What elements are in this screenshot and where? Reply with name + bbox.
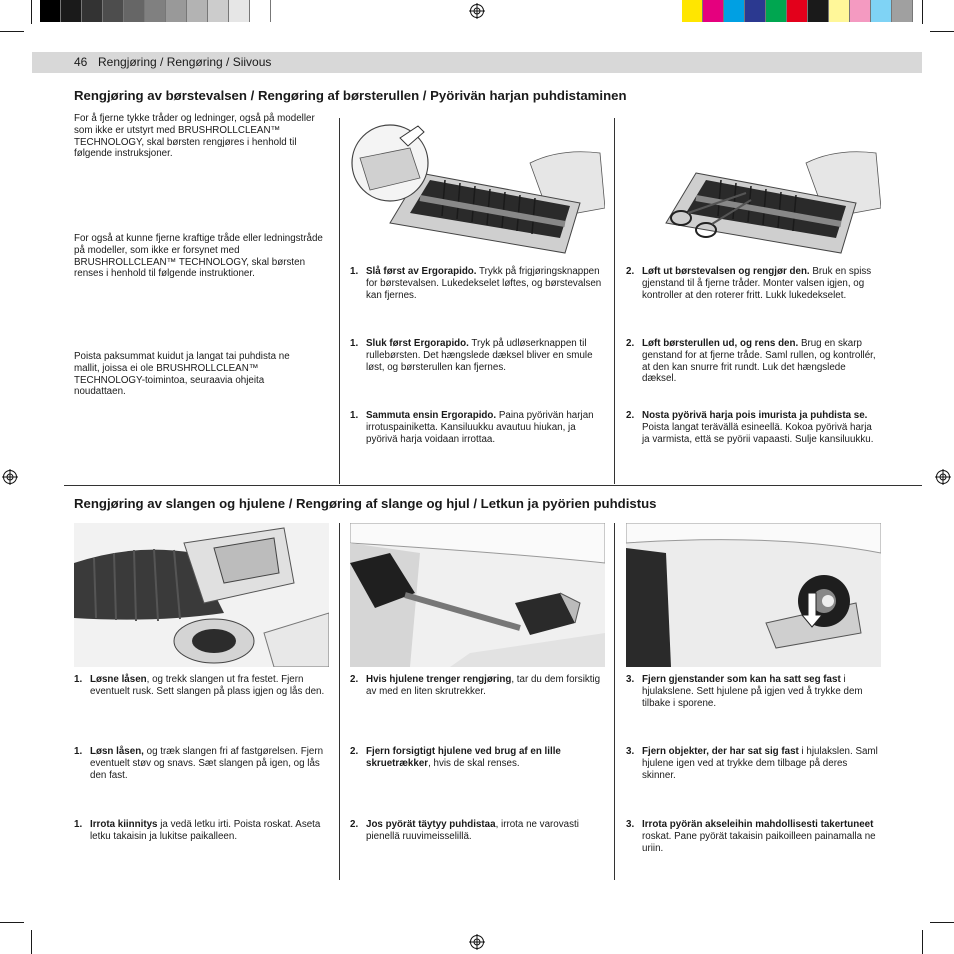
color-swatch <box>892 0 913 22</box>
axle-step-3-norwegian: 3. Fjern gjenstander som kan ha satt seg fast i hjulakslene. Sett hjulene på igjen ved å trykke dem tilbake i sporene. <box>626 674 863 709</box>
breadcrumb: Rengjøring / Rengøring / Siivous <box>98 55 272 69</box>
column-divider <box>339 523 340 880</box>
color-swatch <box>829 0 850 22</box>
color-swatch <box>124 0 145 22</box>
registration-mark-icon <box>469 934 485 950</box>
axle-step-3-finnish: 3. Irrota pyörän akseleihin mahdollisesti takertuneet roskat. Pane pyörät takaisin paikoilleen painamalla ne uriin. <box>626 819 876 854</box>
color-swatch <box>871 0 892 22</box>
wheel-step-2-danish: 2. Fjern forsigtigt hjulene ved brug af en lille skruetrækker, hvis de skal renses. <box>350 746 561 769</box>
color-swatch <box>40 0 61 22</box>
crop-mark <box>922 0 923 24</box>
color-swatch <box>82 0 103 22</box>
section-title-brushroll: Rengjøring av børstevalsen / Rengøring af børsterullen / Pyörivän harjan puhdistaminen <box>74 88 627 103</box>
color-swatch <box>745 0 766 22</box>
hose-removal-illustration <box>74 523 329 667</box>
step-2-norwegian: 2. Løft ut børstevalsen og rengjør den. Bruk en spiss gjenstand til å fjerne tråder. Monter valsen igjen, og kontroller at den roterer fritt. Lukk lukedekselet. <box>626 266 872 301</box>
column-divider <box>614 118 615 484</box>
wheel-removal-illustration <box>350 523 605 667</box>
color-swatch <box>208 0 229 22</box>
axle-step-3-danish: 3. Fjern objekter, der har sat sig fast i hjulakslen. Saml hjulene igen ved at trykke dem tilbage på deres skinner. <box>626 746 878 781</box>
registration-mark-icon <box>935 469 951 485</box>
wheel-step-2-finnish: 2. Jos pyörät täytyy puhdistaa, irrota ne varovasti pienellä ruuvimeisselillä. <box>350 819 579 842</box>
column-divider <box>614 523 615 880</box>
registration-mark-icon <box>469 3 485 19</box>
color-swatch <box>724 0 745 22</box>
color-swatch <box>703 0 724 22</box>
process-color-bar <box>682 0 913 22</box>
registration-mark-icon <box>2 469 18 485</box>
intro-norwegian: For å fjerne tykke tråder og ledninger, også på modeller som ikke er utstyrt med BRUSHROLLCLEAN™ TECHNOLOGY, skal børsten rengjøres i henhold til følgende instruksjoner. <box>74 113 315 160</box>
color-swatch <box>229 0 250 22</box>
color-swatch <box>682 0 703 22</box>
color-swatch <box>766 0 787 22</box>
brushroll-release-illustration <box>350 118 605 255</box>
color-swatch <box>166 0 187 22</box>
column-divider <box>339 118 340 484</box>
step-2-danish: 2. Løft børsterullen ud, og rens den. Brug en skarp genstand for at fjerne tråde. Saml rullen, og kontrollér, at den kan snurre frit rundt. Luk det hængslede dæksel. <box>626 338 876 385</box>
page-number: 46 <box>74 55 88 69</box>
wheel-step-2-norwegian: 2. Hvis hjulene trenger rengjøring, tar du dem forsiktig av med en liten skrutrekker. <box>350 674 601 697</box>
color-swatch <box>103 0 124 22</box>
crop-mark <box>930 31 954 32</box>
section-divider <box>64 485 922 486</box>
color-swatch <box>808 0 829 22</box>
wheel-axle-illustration <box>626 523 881 667</box>
section-title-hose-wheels: Rengjøring av slangen og hjulene / Rengøring af slange og hjul / Letkun ja pyörien puhdistus <box>74 496 657 511</box>
step-1-norwegian: 1. Slå først av Ergorapido. Trykk på frigjøringsknappen for børstevalsen. Lukedekselet løftes, og børstevalsen kan fjernes. <box>350 266 602 301</box>
intro-finnish: Poista paksummat kuidut ja langat tai puhdista ne mallit, joissa ei ole BRUSHROLLCLEAN™ TECHNOLOGY-toimintoa, seuraavia ohjeita noudattaen. <box>74 351 290 398</box>
color-swatch <box>787 0 808 22</box>
color-swatch <box>61 0 82 22</box>
crop-mark <box>930 922 954 923</box>
color-swatch <box>850 0 871 22</box>
grayscale-color-bar <box>40 0 271 22</box>
hose-step-1-norwegian: 1. Løsne låsen, og trekk slangen ut fra festet. Fjern eventuelt rusk. Sett slangen på plass igjen og lås den. <box>74 674 325 697</box>
crop-mark <box>0 922 24 923</box>
crop-mark <box>31 0 32 24</box>
page-header <box>32 52 922 73</box>
hose-step-1-danish: 1. Løsn låsen, og træk slangen fri af fastgørelsen. Fjern eventuelt støv og snavs. Sæt slangen på igen, og lås den fast. <box>74 746 324 781</box>
crop-mark <box>922 930 923 954</box>
intro-danish: For også at kunne fjerne kraftige tråde eller ledningstråde på modeller, som ikke er forsynet med BRUSHROLLCLEAN™ TECHNOLOGY, skal børsten renses i henhold til følgende instruktioner. <box>74 233 323 280</box>
step-1-danish: 1. Sluk først Ergorapido. Tryk på udløserknappen til rullebørsten. Det hængslede dæksel bliver en smule løst, og børsterullen kan fjernes. <box>350 338 593 373</box>
step-2-finnish: 2. Nosta pyörivä harja pois imurista ja puhdista se. Poista langat terävällä esineellä. Kokoa pyörivä harja ja varmista, että se pyörii vapaasti. Sulje kansiluukku. <box>626 410 874 445</box>
color-swatch <box>187 0 208 22</box>
color-swatch <box>145 0 166 22</box>
crop-mark <box>31 930 32 954</box>
hose-step-1-finnish: 1. Irrota kiinnitys ja vedä letku irti. Poista roskat. Aseta letku takaisin ja lukitse paikalleen. <box>74 819 321 842</box>
step-1-finnish: 1. Sammuta ensin Ergorapido. Paina pyörivän harjan irrotuspainiketta. Kansiluukku avautuu hiukan, ja pyörivä harja voidaan irrottaa. <box>350 410 594 445</box>
crop-mark <box>0 31 24 32</box>
brushroll-cleaning-illustration <box>626 118 881 255</box>
color-swatch <box>250 0 271 22</box>
